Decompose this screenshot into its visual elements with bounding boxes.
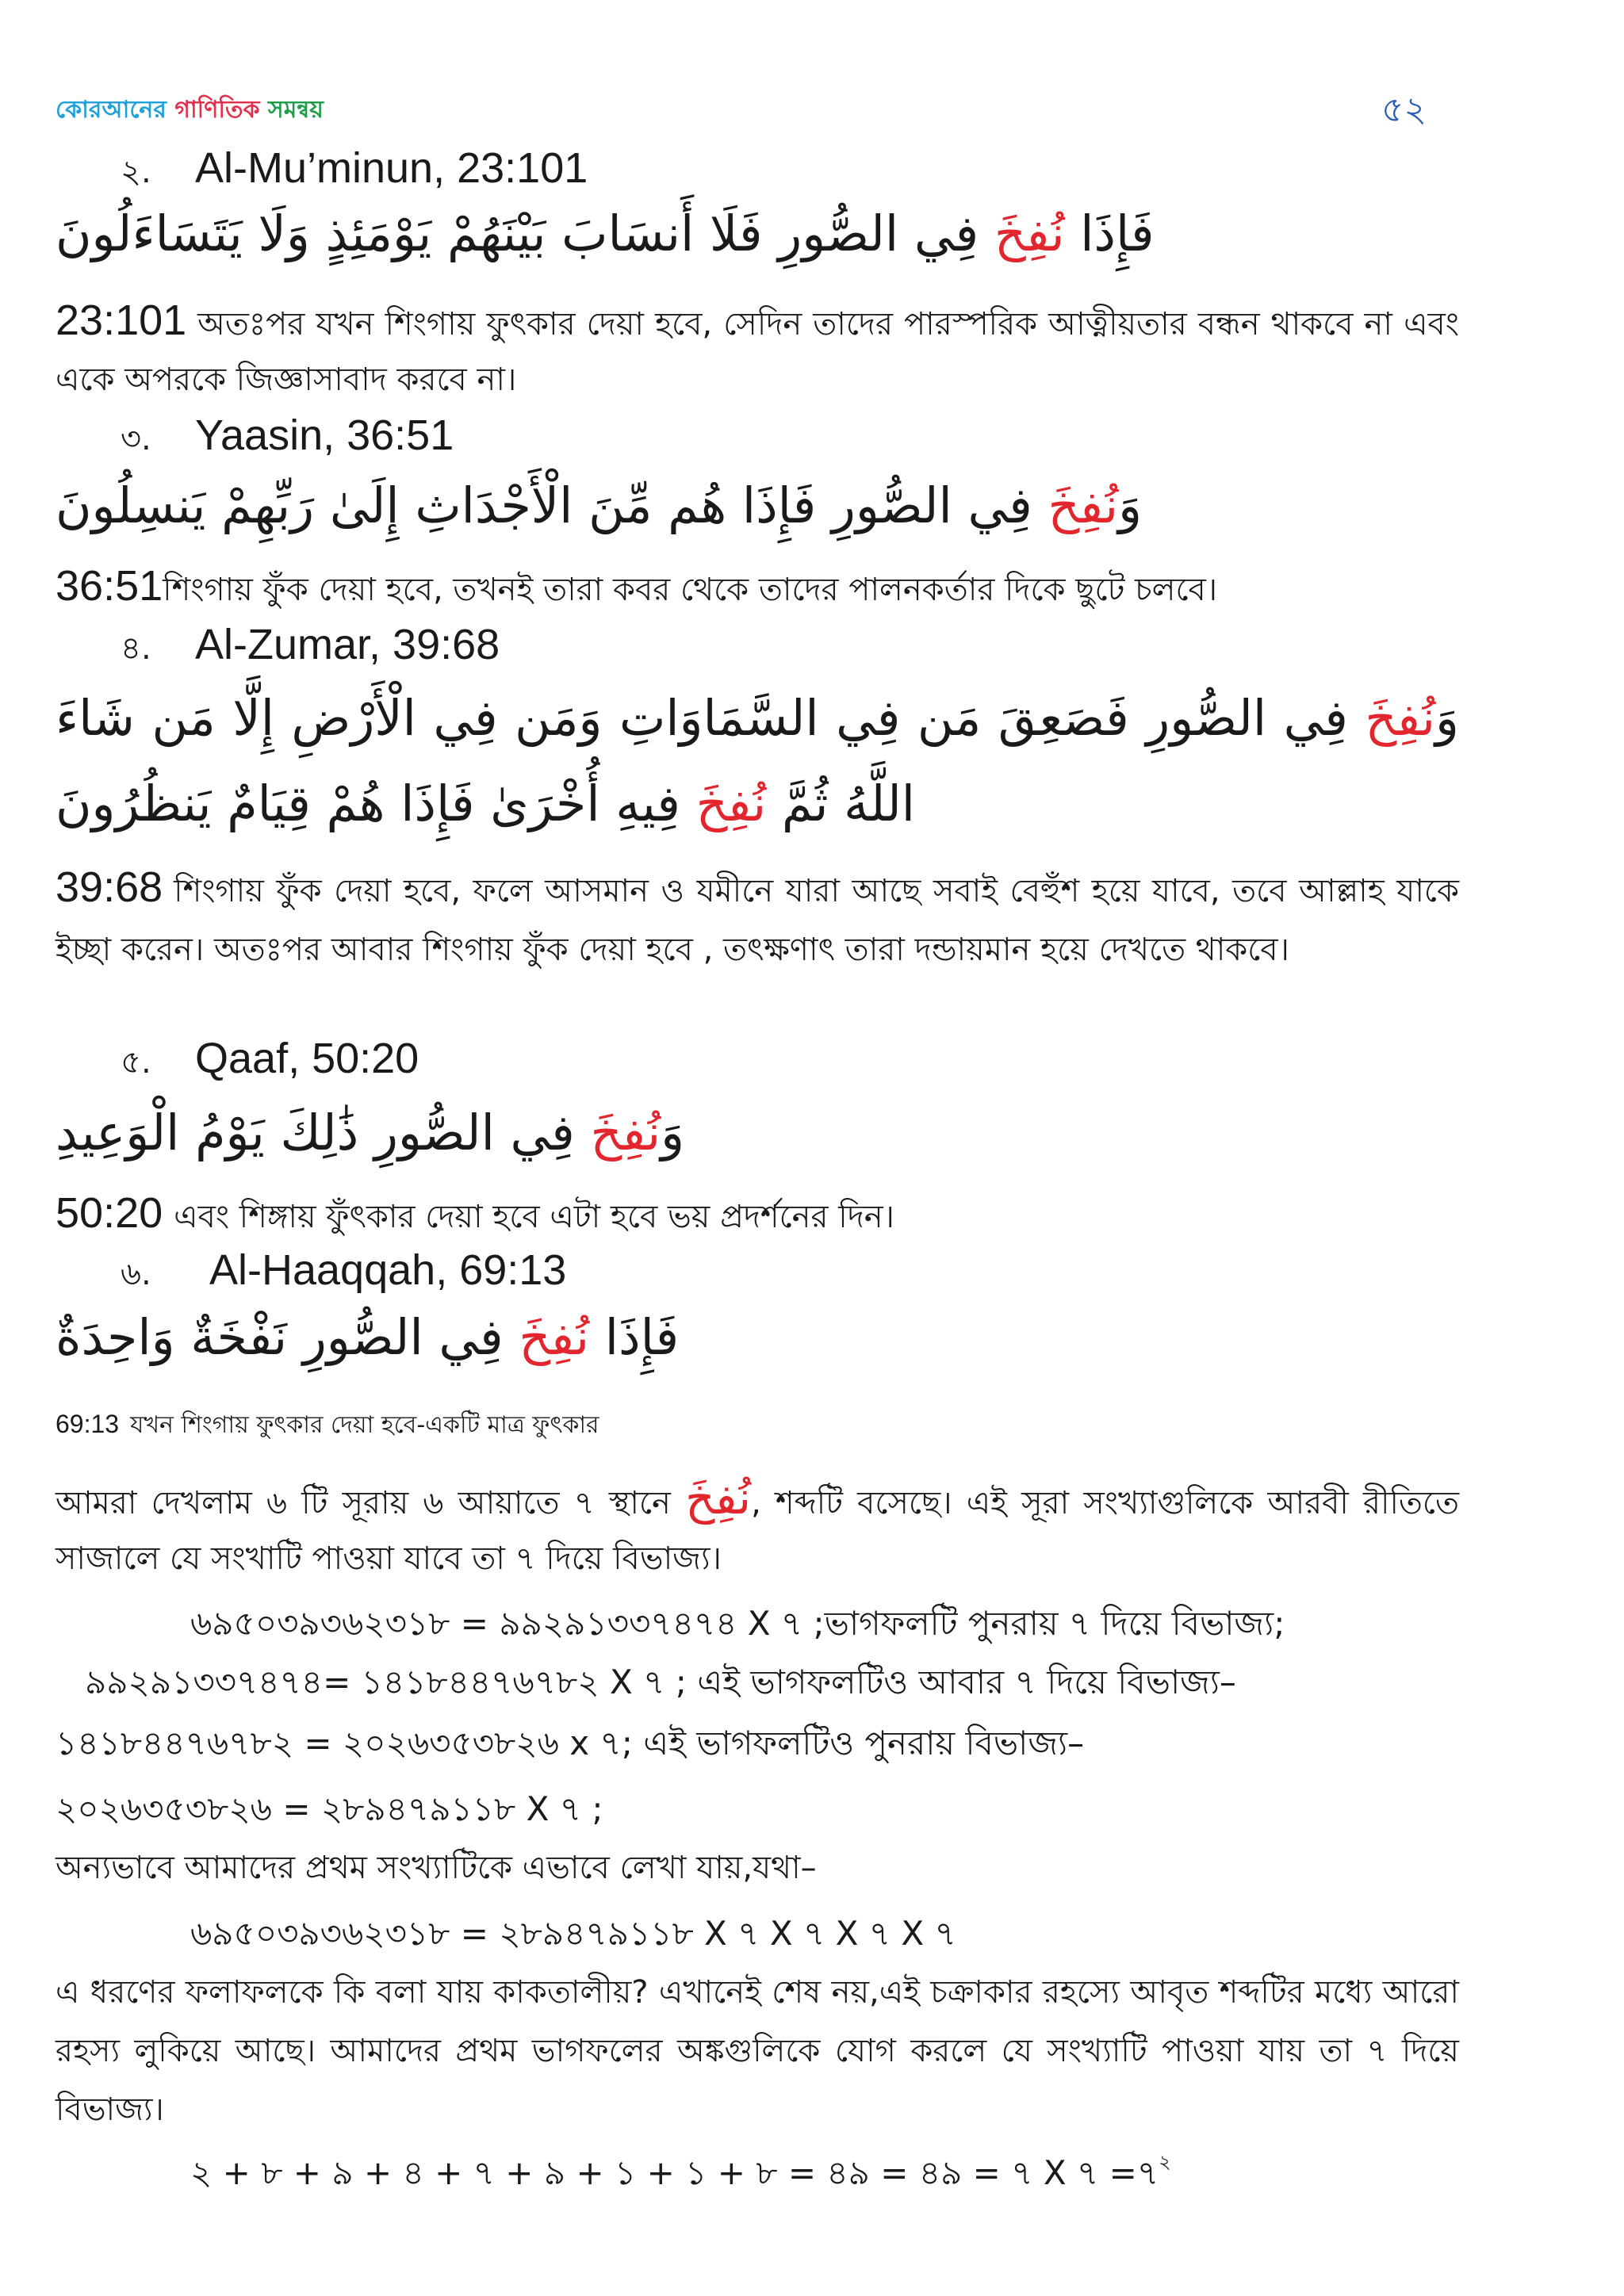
translation-text: যখন শিংগায় ফুৎকার দেয়া হবে-একটি মাত্র ফুৎকার bbox=[130, 1411, 599, 1439]
division-equation: ১৪১৮৪৪৭৬৭৮২ = ২০২৬৩৫৩৮২৬ x ৭; এই ভাগফলটিও পুনরায় বিভাজ্য– bbox=[56, 1724, 1085, 1762]
highlighted-word: نُفِخَ bbox=[590, 1104, 661, 1161]
arabic-verse bbox=[56, 463, 1459, 549]
translation-paragraph bbox=[56, 558, 1459, 618]
verse-segment: وَ bbox=[1118, 476, 1143, 534]
verse-segment: فِي الصُّورِ فَصَعِقَ مَن فِي السَّمَاوَاتِ وَمَن فِي الْأَرْضِ إِلَّا مَن شَاءَ اللَّهُ ثُمَّ bbox=[56, 689, 1365, 832]
translation-paragraph bbox=[56, 858, 1459, 979]
alternative-intro: অন্যভাবে আমাদের প্রথম সংখ্যাটিকে এভাবে লেখা যায়,যথা– bbox=[56, 1850, 817, 1886]
translation-text: শিংগায় ফুঁক দেয়া হবে, ফলে আসমান ও যমীনে যারা আছে সবাই বেহুঁশ হয়ে যাবে, তবে আল্লাহ যাকে ইচ্ছা করেন। অতঃপর আবার শিংগায় ফুঁক দেয়া হবে , তৎক্ষণাৎ তারা দন্ডায়মান হয়ে দেখতে থাকবে। bbox=[56, 873, 1459, 968]
division-equation: ২০২৬৩৫৩৮২৬ = ২৮৯৪৭৯১১৮ X ৭ ; bbox=[56, 1789, 603, 1828]
translation-text: শিংগায় ফুঁক দেয়া হবে, তখনই তারা কবর থেকে তাদের পালনকর্তার দিকে ছুটে চলবে। bbox=[163, 572, 1218, 608]
verse-segment: وَ bbox=[1435, 689, 1459, 747]
translation-paragraph bbox=[56, 1406, 1459, 1443]
translation-text: অতঃপর যখন শিংগায় ফুৎকার দেয়া হবে, সেদিন তাদের পারস্পরিক আত্নীয়তার বন্ধন থাকবে না এবং একে অপরকে জিজ্ঞাসাবাদ করবে না। bbox=[56, 306, 1459, 398]
surah-title: Qaaf, 50:20 bbox=[195, 1035, 419, 1082]
verse-reference: 50:20 bbox=[56, 1189, 163, 1237]
verse-segment: فِي الصُّورِ فَلَا أَنسَابَ بَيْنَهُمْ يَوْمَئِذٍ وَلَا يَتَسَاءَلُونَ bbox=[56, 205, 994, 262]
verse-reference: 36:51 bbox=[56, 562, 163, 610]
verse-segment: وَ bbox=[661, 1104, 685, 1161]
verse-segment: فَإِذَا bbox=[1064, 205, 1155, 262]
exponent: ২ bbox=[1159, 2151, 1171, 2173]
verse-reference: 23:101 bbox=[56, 297, 187, 344]
translation-paragraph bbox=[56, 1185, 1459, 1245]
item-number: ৩. bbox=[121, 421, 151, 457]
verse-segment: فِي الصُّورِ فَإِذَا هُم مِّنَ الْأَجْدَاثِ إِلَىٰ رَبِّهِمْ يَنسِلُونَ bbox=[56, 476, 1048, 534]
surah-heading bbox=[121, 1031, 419, 1090]
digit-sum-equation bbox=[190, 2145, 1459, 2201]
highlighted-word: نُفِخَ bbox=[519, 1308, 590, 1366]
translation-paragraph bbox=[56, 293, 1459, 408]
surah-title: Al-Haaqqah, 69:13 bbox=[209, 1246, 567, 1294]
verse-segment: فَإِذَا bbox=[589, 1308, 680, 1366]
arabic-verse bbox=[56, 1295, 1459, 1380]
surah-heading bbox=[121, 1242, 566, 1302]
surah-heading bbox=[121, 617, 500, 676]
item-number: ৪. bbox=[121, 630, 151, 667]
verse-segment: فِي الصُّورِ نَفْخَةٌ وَاحِدَةٌ bbox=[56, 1308, 519, 1366]
surah-title: Al-Zumar, 39:68 bbox=[195, 621, 500, 668]
item-number: ২. bbox=[121, 154, 151, 190]
highlighted-word: نُفِخَ bbox=[994, 205, 1065, 262]
highlighted-word: نُفِخَ bbox=[1048, 476, 1119, 534]
conclusion-paragraph: এ ধরণের ফলাফলকে কি বলা যায় কাকতালীয়? এখানেই শেষ নয়,এই চক্রাকার রহস্যে আবৃত শব্দটির মধ্যে আরো রহস্য লুকিয়ে আছে। আমাদের প্রথম ভাগফলের অঙ্কগুলিকে যোগ করলে যে সংখ্যাটি পাওয়া যায় তা ৭ দিয়ে বিভাজ্য। bbox=[56, 1974, 1459, 2128]
arabic-verse bbox=[56, 191, 1459, 277]
surah-title: Yaasin, 36:51 bbox=[195, 411, 454, 459]
arabic-verse bbox=[56, 675, 1459, 847]
surah-heading bbox=[121, 408, 454, 467]
item-number: ৫. bbox=[121, 1044, 151, 1081]
translation-text: এবং শিঙ্গায় ফুঁৎকার দেয়া হবে এটা হবে ভয় প্রদর্শনের দিন। bbox=[174, 1199, 894, 1235]
digit-sum-text: ২ + ৮ + ৯ + ৪ + ৭ + ৯ + ১ + ১ + ৮ = ৪৯ = ৪৯ = ৭ X ৭ =৭ bbox=[190, 2153, 1159, 2192]
verse-reference: 39:68 bbox=[56, 863, 163, 911]
verse-segment: فِي الصُّورِ ذَٰلِكَ يَوْمُ الْوَعِيدِ bbox=[56, 1104, 591, 1161]
division-equation: ৬৯৫০৩৯৩৬২৩১৮ = ৯৯২৯১৩৩৭৪৭৪ X ৭ ;ভাগফলটি পুনরায় ৭ দিয়ে বিভাজ্য; bbox=[190, 1604, 1285, 1643]
page-number: ৫২ bbox=[1381, 90, 1427, 130]
intro-text: , শব্দটি বসেছে। এই সূরা সংখ্যাগুলিকে আরবী রীতিতে সাজালে যে সংখাটি পাওয়া যাবে তা ৭ দিয়ে বিভাজ্য। bbox=[56, 1485, 1460, 1577]
item-number: ৬. bbox=[121, 1256, 151, 1292]
arabic-verse bbox=[56, 1090, 1459, 1176]
running-header bbox=[56, 94, 324, 126]
division-equation: ৯৯২৯১৩৩৭৪৭৪= ১৪১৮৪৪৭৬৭৮২ X ৭ ; এই ভাগফলটিও আবার ৭ দিয়ে বিভাজ্য– bbox=[85, 1663, 1236, 1701]
intro-text: আমরা দেখলাম ৬ টি সূরায় ৬ আয়াতে ৭ স্থানে bbox=[56, 1485, 686, 1521]
highlighted-word: نُفِخَ bbox=[695, 775, 767, 832]
header-title-word: সমন্বয় bbox=[267, 96, 324, 124]
analysis-intro bbox=[56, 1470, 1459, 1586]
header-title-word: গাণিতিক bbox=[174, 96, 260, 124]
header-title-word: কোরআনের bbox=[56, 96, 167, 124]
verse-segment: فِيهِ أُخْرَىٰ فَإِذَا هُمْ قِيَامٌ يَنظُرُونَ bbox=[56, 775, 696, 832]
highlighted-word: نُفِخَ bbox=[1365, 689, 1436, 747]
verse-reference: 69:13 bbox=[56, 1410, 120, 1438]
surah-title: Al-Mu’minun, 23:101 bbox=[195, 144, 588, 192]
highlighted-word: نُفِخَ bbox=[685, 1471, 752, 1525]
power-equation: ৬৯৫০৩৯৩৬২৩১৮ = ২৮৯৪৭৯১১৮ X ৭ X ৭ X ৭ X ৭ bbox=[190, 1914, 956, 1953]
